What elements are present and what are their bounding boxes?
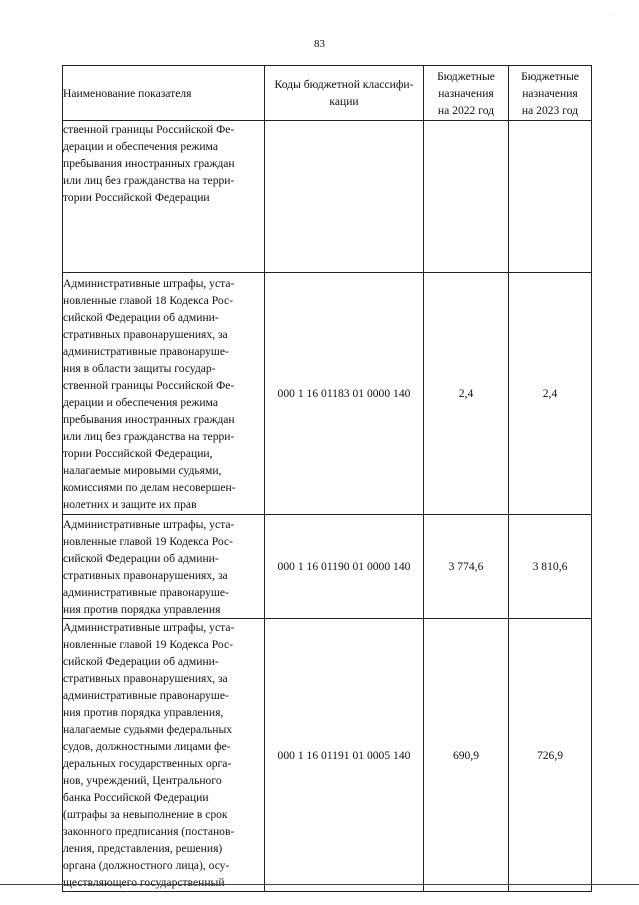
indicator-name-line: ния против порядка управления, [63,706,224,719]
header-2022-line: назначения [438,86,494,100]
indicator-name-line: банка Российской Федерации [63,791,209,804]
value-2022-cell [424,121,509,273]
indicator-name-cell [63,273,265,515]
table-row [63,121,592,273]
indicator-name-line: новленные главой 19 Кодекса Рос- [63,638,233,651]
indicator-name-line: новленные главой 19 Кодекса Рос- [63,534,233,548]
header-2022-line: Бюджетные [437,69,495,83]
indicator-name-line: законного предписания (постанов- [63,825,235,838]
header-code-line: кации [329,95,359,108]
header-2023-line: Бюджетные [521,69,579,83]
value-2023-cell: 2,4 [509,273,592,515]
indicator-name-line: ственной границы Российской Фе- [63,378,235,392]
header-indicator-name: Наименование показателя [63,66,265,121]
indicator-name-line: административные правонаруше- [63,344,229,358]
indicator-name-line: административные правонаруше- [63,689,229,702]
indicator-name-cell [63,619,265,892]
indicator-name-line: новленные главой 18 Кодекса Рос- [63,293,233,307]
indicator-name-cell [63,515,265,619]
indicator-name-line: пребывания иностранных граждан [63,157,235,170]
table-row [63,515,592,619]
scan-speck: · [612,12,614,18]
value-2023-cell: 3 810,6 [509,515,592,619]
indicator-name-line: или лиц без гражданства на терри- [63,174,235,187]
indicator-name-line: ния в области защиты государ- [63,361,216,375]
table-row [63,619,592,892]
indicator-name-line: сийской Федерации об админи- [63,655,219,668]
header-budget-2023 [509,66,592,121]
header-2023-line: на 2023 год [521,103,579,117]
header-2022-line: на 2022 год [437,103,495,117]
value-2023-cell: 726,9 [509,619,592,892]
indicator-name-line: административные правонаруше- [63,585,229,599]
indicator-name-line: тории Российской Федерации [63,191,210,204]
indicator-name-cell [63,121,265,273]
value-2022-cell: 690,9 [424,619,509,892]
indicator-name-line: Административные штрафы, уста- [63,517,235,531]
indicator-name-line: стративных правонарушениях, за [63,568,228,582]
header-code-line: Коды бюджетной классифи- [274,78,414,91]
value-2023-cell [509,121,592,273]
header-budget-code [265,66,424,121]
table-header-row [63,66,592,121]
header-budget-2022 [424,66,509,121]
indicator-name-line: комиссиями по делам несовершен- [63,480,236,494]
indicator-name-line: ществляющего государственный [63,876,225,889]
indicator-name-line: налагаемые мировыми судьями, [63,463,222,477]
indicator-name-line: или лиц без гражданства на терри- [63,429,235,443]
indicator-name-line: ления, представления, решения) [63,842,223,855]
indicator-name-line: стративных правонарушениях, за [63,327,228,341]
indicator-name-line: деральных государственных орга- [63,757,232,770]
indicator-name-line: тории Российской Федерации, [63,446,213,460]
header-2023-line: назначения [522,86,578,100]
value-2022-cell: 2,4 [424,273,509,515]
indicator-name-line: Административные штрафы, уста- [63,621,235,634]
budget-table [62,65,592,892]
indicator-name-line: дерации и обеспечения режима [63,140,218,153]
indicator-name-line: органа (должностного лица), осу- [63,859,230,872]
indicator-name-line: сийской Федерации об админи- [63,551,219,565]
indicator-name-line: дерации и обеспечения режима [63,395,218,409]
indicator-name-line: ния против порядка управления [63,602,221,616]
indicator-name-line: судов, должностными лицами фе- [63,740,231,753]
value-2022-cell: 3 774,6 [424,515,509,619]
budget-code-cell [265,121,424,273]
budget-code-cell: 000 1 16 01183 01 0000 140 [265,273,424,515]
indicator-name-line: ственной границы Российской Фе- [63,123,235,136]
indicator-name-line: (штрафы за невыполнение в срок [63,808,228,821]
indicator-name-line: нов, учреждений, Центрального [63,774,222,787]
indicator-name-line: стративных правонарушениях, за [63,672,228,685]
indicator-name-line: сийской Федерации об админи- [63,310,219,324]
indicator-name-line: налагаемые судьями федеральных [63,723,233,736]
table-row [63,273,592,515]
indicator-name-line: пребывания иностранных граждан [63,412,235,426]
indicator-name-line: нолетних и защите их прав [63,497,197,511]
page-number: 83 [314,38,325,50]
budget-code-cell: 000 1 16 01190 01 0000 140 [265,515,424,619]
indicator-name-line: Административные штрафы, уста- [63,276,235,290]
budget-code-cell: 000 1 16 01191 01 0005 140 [265,619,424,892]
scan-bottom-edge [0,884,639,885]
